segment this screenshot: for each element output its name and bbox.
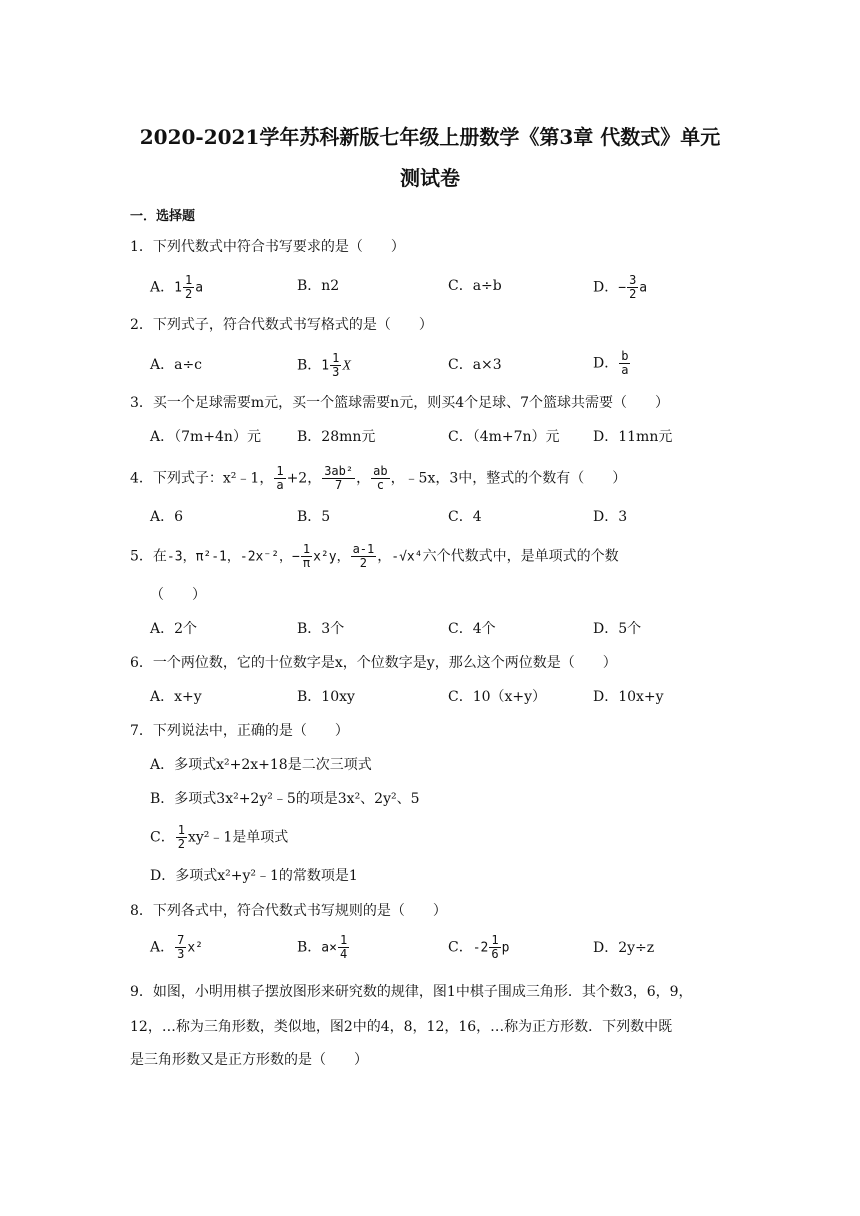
question-6: 6．一个两位数，它的十位数字是x，个位数字是y，那么这个两位数是（ ） — [130, 655, 617, 671]
q7-option-d[interactable]: D．多项式x²+y²﹣1的常数项是1 — [150, 868, 358, 884]
q5-option-b[interactable]: B．3个 — [297, 621, 345, 637]
option-text: xy²﹣1是单项式 — [187, 829, 289, 846]
question-9-line3: 是三角形数又是正方形数的是（ ） — [130, 1052, 368, 1068]
question-text: ，﹣5x，3中，整式的个数有（ ） — [390, 470, 627, 487]
option-label: D． — [593, 279, 619, 296]
q2-option-a[interactable]: A．a÷c — [150, 357, 203, 373]
q5-option-c[interactable]: C．4个 — [448, 621, 496, 637]
question-text: 4．下列式子：x²﹣1， — [130, 470, 274, 487]
fraction: $\frac{a-1}{2}$ — [352, 542, 375, 570]
question-2: 2．下列式子，符合代数式书写格式的是（ ） — [130, 317, 433, 333]
q4-option-a[interactable]: A．6 — [150, 509, 184, 525]
q1-option-c[interactable]: C．a÷b — [448, 278, 502, 294]
q1-option-d[interactable] — [593, 274, 647, 301]
fraction: $\frac{ab}{c}$ — [373, 464, 388, 492]
page-title-line2: 测试卷 — [400, 166, 460, 190]
math-text: x²y， — [313, 549, 350, 565]
option-label: C． — [448, 939, 473, 956]
fraction: $\frac{1}{2}$ — [184, 273, 193, 301]
q6-option-a[interactable]: A．x+y — [150, 689, 202, 705]
q2-option-d[interactable] — [593, 350, 631, 377]
q4-option-c[interactable]: C．4 — [448, 509, 482, 525]
question-text: 5．在 — [130, 548, 167, 565]
option-label: B． — [297, 357, 322, 374]
question-3: 3．买一个足球需要m元，买一个篮球需要n元，则买4个足球、7个篮球共需要（ ） — [130, 395, 670, 411]
q2-option-b[interactable] — [297, 352, 351, 379]
option-label: D． — [593, 355, 619, 372]
fraction: $\frac{7}{3}$ — [177, 933, 185, 961]
q3-option-d[interactable]: D．11mn元 — [593, 429, 673, 445]
q5-option-d[interactable]: D．5个 — [593, 621, 642, 637]
math-text: -2x⁻²， — [239, 549, 293, 565]
math-text: 1 — [174, 280, 182, 296]
fraction: $\frac{1}{2}$ — [177, 823, 185, 851]
q3-option-b[interactable]: B．28mn元 — [297, 429, 376, 445]
q8-option-a[interactable] — [150, 934, 203, 961]
option-label: C． — [150, 829, 175, 846]
question-7: 7．下列说法中，正确的是（ ） — [130, 723, 349, 739]
q4-option-b[interactable]: B．5 — [297, 509, 331, 525]
question-9-line2: 12，…称为三角形数，类似地，图2中的4，8，12，16，…称为正方形数．下列数中既 — [130, 1019, 673, 1035]
math-text: a — [639, 280, 648, 296]
q6-option-b[interactable]: B．10xy — [297, 689, 355, 705]
fraction: $\frac{1}{a}$ — [276, 464, 284, 492]
option-label: A． — [150, 939, 175, 956]
fraction: $\frac{1}{\pi}$ — [302, 542, 311, 570]
question-4 — [130, 465, 626, 492]
option-label: B． — [297, 939, 322, 956]
math-text: x² — [187, 940, 204, 956]
fraction: $\frac{1}{6}$ — [491, 933, 499, 961]
question-5 — [130, 543, 619, 570]
q3-option-c[interactable]: C．（4m+7n）元 — [448, 429, 560, 445]
math-text: − — [292, 549, 300, 565]
fraction: $\frac{b}{a}$ — [621, 349, 629, 377]
fraction: $\frac{\text{3ab²}}{7}$ — [324, 464, 354, 492]
fraction: $\frac{1}{3}$ — [332, 351, 340, 379]
q7-option-c[interactable] — [150, 824, 288, 851]
q4-option-d[interactable]: D．3 — [593, 509, 628, 525]
question-8: 8．下列各式中，符合代数式书写规则的是（ ） — [130, 903, 447, 919]
math-text: +2， — [286, 470, 322, 487]
q1-option-a[interactable] — [150, 274, 203, 301]
section-heading: 一．选择题 — [130, 209, 196, 224]
q8-option-b[interactable] — [297, 934, 350, 961]
q8-option-c[interactable] — [448, 934, 509, 961]
page-title: 2020-2021学年苏科新版七年级上册数学《第3章 代数式》单元 — [139, 125, 721, 149]
math-text: a× — [321, 940, 337, 956]
math-text: 1 — [321, 358, 330, 374]
question-9-line1: 9．如图，小明用棋子摆放图形来研究数的规律，图1中棋子围成三角形．其个数3，6，9， — [130, 984, 693, 1000]
q2-option-c[interactable]: C．a×3 — [448, 357, 502, 373]
question-1: 1．下列代数式中符合书写要求的是（ ） — [130, 239, 405, 255]
math-text: a — [195, 280, 204, 296]
math-text: X — [342, 358, 351, 374]
q8-option-d[interactable]: D．2y÷z — [593, 940, 655, 956]
q6-option-c[interactable]: C．10（x+y） — [448, 689, 547, 705]
q6-option-d[interactable]: D．10x+y — [593, 689, 664, 705]
q7-option-a[interactable]: A．多项式x²+2x+18是二次三项式 — [150, 757, 372, 773]
math-text: ， — [356, 470, 371, 487]
q1-option-b[interactable]: B．n2 — [297, 278, 340, 294]
math-text: -√x⁴ — [391, 549, 423, 565]
math-text: π²-1， — [195, 549, 240, 565]
question-text: 六个代数式中，是单项式的个数 — [422, 548, 619, 565]
math-text: -2 — [472, 940, 489, 956]
fraction: $\frac{3}{2}$ — [629, 273, 637, 301]
math-text: ， — [377, 548, 392, 565]
q7-option-b[interactable]: B．多项式3x²+2y²﹣5的项是3x²、2y²、5 — [150, 791, 420, 807]
q3-option-a[interactable]: A．（7m+4n）元 — [150, 429, 261, 445]
math-text: p — [501, 940, 510, 956]
math-text: -3， — [166, 549, 196, 565]
q5-option-a[interactable]: A．2个 — [150, 621, 198, 637]
fraction: $\frac{1}{4}$ — [339, 933, 348, 961]
question-5-line2: （ ） — [150, 587, 206, 603]
math-text: − — [618, 280, 627, 296]
option-label: A． — [150, 279, 175, 296]
